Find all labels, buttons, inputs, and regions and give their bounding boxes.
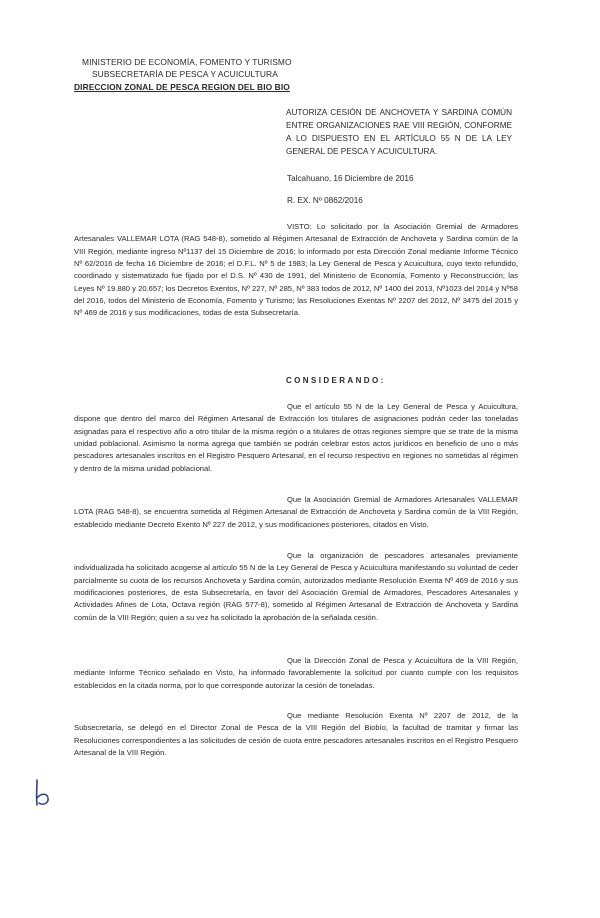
handwritten-initial-mark bbox=[28, 776, 62, 810]
considerando-paragraph-5: Que mediante Resolución Exenta Nº 2207 de 2012, de la Subsecretaría, se delegó en el Director Zonal de Pesca de la VIII Región del Biobío, la facultad de tramitar y firmar las Resoluciones correspondientes a las solicitudes de cesión de cuota entre pescadores artesanales inscritos en el Registro Pesquero Artesanal de la VIII Región. bbox=[74, 711, 518, 758]
resolution-number: R. EX. Nº 0862/2016 bbox=[287, 196, 363, 205]
undersecretariat-name: SUBSECRETARÍA DE PESCA Y ACUICULTURA bbox=[92, 69, 278, 79]
ministry-name: MINISTERIO DE ECONOMÍA, FOMENTO Y TURISMO bbox=[82, 57, 292, 67]
considerando-paragraph-3: Que la organización de pescadores artesanales previamente individualizada ha solicitado acogerse al artículo 55 N de la Ley General de Pesca y Acuicultura manifestando su voluntad de ceder parcialmente su cuota de los recursos Anchoveta y Sardina común, autorizados mediante Resolución Exenta Nº 469 de 2016 y sus modificaciones posteriores, de esta Subsecretaría, en favor del Asociación Gremial de Armadores, Pescadores Artesanales y Actividades Afines de Lota, Octava región (RAG 577-8), sometido al Régimen Artesanal de Extracción de Anchoveta y Sardina común de la VIII Región; quien a su vez ha solicitado la aprobación de la señalada cesión. bbox=[74, 551, 518, 622]
considerando-paragraph-4: Que la Dirección Zonal de Pesca y Acuicultura de la VIII Región, mediante Informe Técnico señalado en Visto, ha informado favorablemente la solicitud por cuanto cumple con los requisitos establecidos en la citada norma, por lo que corresponde autorizar la cesión de toneladas. bbox=[74, 656, 518, 690]
document-date: Talcahuano, 16 Diciembre de 2016 bbox=[287, 174, 414, 183]
resolution-subject: AUTORIZA CESIÓN DE ANCHOVETA Y SARDINA COMÚN ENTRE ORGANIZACIONES RAE VIII REGIÓN, CONFORME A LO DISPUESTO EN EL ARTÍCULO 55 N DE LA LEY GENERAL DE PESCA Y ACUICULTURA. bbox=[286, 108, 512, 156]
considerando-paragraph-1: Que el artículo 55 N de la Ley General de Pesca y Acuicultura, dispone que dentro del marco del Régimen Artesanal de Extracción los titulares de asignaciones podrán ceder las toneladas asignadas para el respectivo año a otro titular de la misma región o a titulares de otras regiones siempre que se trate de la misma unidad poblacional. Asimismo la norma agrega que también se podrán celebrar estos actos jurídicos en beneficio de uno o más pescadores artesanales inscritos en el Registro Pesquero Artesanal, en el recurso respectivo en regiones no sometidas al régimen y dentro de la misma unidad poblacional. bbox=[74, 402, 518, 473]
visto-paragraph: VISTO: Lo solicitado por la Asociación Gremial de Armadores Artesanales VALLEMAR LOTA (RAG 548-8), sometido al Régimen Artesanal de Extracción de Anchoveta y Sardina común de la VIII Región, mediante ingreso Nº1137 del 15 Diciembre de 2016; lo informado por esta Dirección Zonal mediante Informe Técnico Nº 62/2016 de fecha 16 Diciembre de 2016; el D.F.L. Nº 5 de 1983; la Ley General de Pesca y Acuicultura, cuyo texto refundido, coordinado y sistematizado fue fijado por el D.S. Nº 430 de 1991, del Ministerio de Economía, Fomento y Reconstrucción; las Leyes Nº 19.880 y 20.657; los Decretos Exentos, Nº 227, Nº 285, Nº 383 todos de 2012, Nº 1400 del 2013, Nº1023 del 2014 y Nº58 del 2016, todos del Ministerio de Economía, Fomento y Turismo; las Resoluciones Exentas Nº 2207 del 2012, Nº 3475 del 2015 y Nº 469 de 2016 y sus modificaciones, todas de esta Subsecretaría. bbox=[74, 222, 518, 318]
considerando-heading: CONSIDERANDO: bbox=[286, 376, 386, 385]
considerando-paragraph-2: Que la Asociación Gremial de Armadores Artesanales VALLEMAR LOTA (RAG 548-8), se encuentra sometida al Régimen Artesanal de Extracción de Anchoveta y Sardina común de la VIII Región, establecido mediante Decreto Exento Nº 227 de 2012, y sus modificaciones posteriores, citados en Visto. bbox=[74, 495, 518, 529]
office-name: DIRECCION ZONAL DE PESCA REGION DEL BIO BIO bbox=[74, 82, 290, 92]
